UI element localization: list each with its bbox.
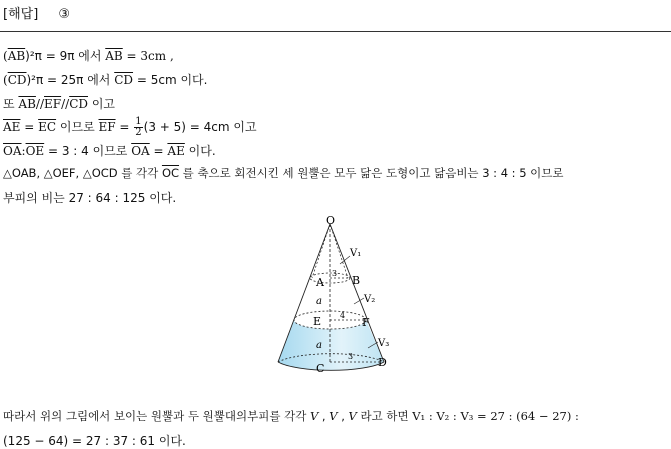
text: , (337, 409, 349, 423)
fraction-numerator: 1 (135, 116, 142, 127)
label-d: D (378, 356, 387, 369)
segment-ab: $\overline{AB}$ (18, 97, 36, 111)
label-v1: V₁ (350, 248, 362, 259)
segment-cd: $\overline{CD}$ (69, 97, 88, 111)
segment-ef: $\overline{EF}$ (98, 120, 116, 134)
label-a-length-1: a (316, 296, 322, 307)
text: (125 − 64) = 27 : 37 : 61 이다. (3, 434, 186, 448)
segment-ae: $\overline{AE}$ (3, 120, 21, 134)
text: = (149, 144, 168, 158)
label-a-length-2: a (316, 340, 322, 351)
solution-line-4 (3, 117, 257, 138)
text: 라고 하면 (356, 409, 413, 423)
ratio-formula: V₁ : V₂ : V₃ = 27 : (64 − 27) : (412, 409, 579, 423)
label-radius-4: 4 (340, 311, 346, 320)
solution-line-7 (3, 189, 176, 206)
solution-line-5 (3, 142, 216, 159)
label-e: E (313, 315, 322, 328)
text: // (61, 97, 70, 111)
text: // (35, 97, 44, 111)
text: = (115, 120, 134, 134)
label-c: C (316, 362, 325, 375)
var-v: V (329, 409, 338, 423)
label-v3: V₃ (378, 338, 390, 349)
small-cone-left (312, 224, 330, 278)
text: : (21, 144, 26, 158)
text: 이므로 (56, 120, 99, 134)
var-v: V (309, 409, 319, 423)
solution-line-6 (3, 165, 564, 181)
text: 따라서 위의 그림에서 보이는 원뿔과 두 원뿔대의부피를 각각 (3, 409, 310, 423)
segment-ef: $\overline{EF}$ (44, 97, 62, 111)
segment-oa: $\overline{OA}$ (131, 144, 150, 158)
text: ( (3, 73, 8, 87)
label-radius-5: 3 (348, 352, 354, 361)
label-b: B (352, 274, 361, 287)
solution-line-1 (3, 47, 174, 64)
text: , (318, 409, 330, 423)
text: = 5cm 이다. (133, 73, 208, 87)
text: 부피의 비는 27 : 64 : 125 이다. (3, 191, 177, 205)
var-v: V (348, 409, 357, 423)
text: )²π = 9π 에서 (25, 49, 106, 63)
cone-figure (268, 212, 408, 390)
segment-ab: $\overline{AB}$ (7, 49, 26, 63)
segment-cd: $\overline{CD}$ (114, 73, 134, 87)
segment-ab: $\overline{AB}$ (105, 49, 123, 63)
label-f: F (362, 316, 370, 329)
answer-label: [해답] (3, 7, 39, 22)
text: 이다. (184, 144, 216, 158)
label-radius-3: 3 (332, 269, 338, 278)
segment-oa: $\overline{OA}$ (3, 144, 22, 158)
label-a: A (316, 276, 324, 289)
text: = 3cm , (122, 49, 174, 63)
text: △OAB, △OEF, △OCD 를 각각 (3, 166, 162, 180)
text: 를 축으로 회전시킨 세 원뿔은 모두 닮은 도형이고 닮음비는 3 : 4 : 5 이므로 (179, 166, 564, 180)
segment-oe: $\overline{OE}$ (25, 144, 45, 158)
segment-ae: $\overline{AE}$ (167, 144, 185, 158)
text: 또 (3, 97, 19, 111)
header-divider (0, 31, 671, 32)
answer-number: ③ (58, 7, 71, 22)
conclusion-line-1 (3, 408, 579, 424)
segment-ec: $\overline{EC}$ (38, 120, 57, 134)
text: 이고 (88, 97, 115, 111)
fraction-half (134, 117, 142, 138)
text: ( (3, 49, 8, 63)
text: )²π = 25π 에서 (26, 73, 115, 87)
text: (3 + 5) = 4cm 이고 (143, 120, 257, 134)
answer-header (3, 3, 70, 22)
segment-cd: $\overline{CD}$ (7, 73, 27, 87)
solution-line-2 (3, 71, 207, 88)
fraction-denominator: 2 (135, 127, 142, 138)
conclusion-line-2 (3, 432, 186, 449)
label-o: O (326, 214, 336, 227)
solution-line-3 (3, 95, 115, 112)
segment-oc: $\overline{OC}$ (161, 166, 180, 180)
label-v2: V₂ (364, 294, 376, 305)
text: = 3 : 4 이므로 (44, 144, 132, 158)
text: = (20, 120, 39, 134)
